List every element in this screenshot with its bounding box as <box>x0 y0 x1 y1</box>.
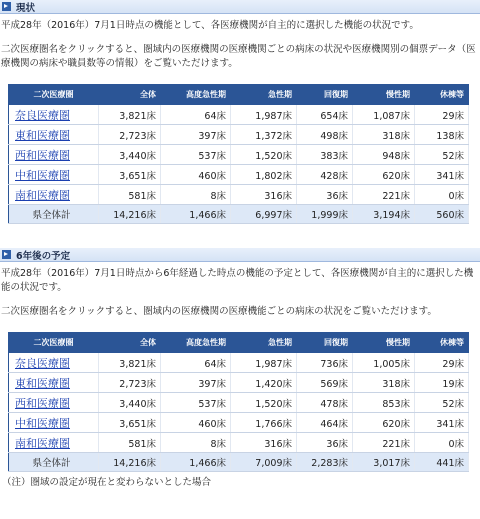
bed-count-cell: 52床 <box>415 393 469 413</box>
bed-count-cell: 654床 <box>297 105 353 125</box>
bed-count-cell: 221床 <box>353 185 415 205</box>
bed-count-cell: 318床 <box>353 373 415 393</box>
region-cell <box>9 353 99 373</box>
total-cell: 560床 <box>415 205 469 224</box>
bed-count-cell: 3,440床 <box>99 393 161 413</box>
bed-count-cell: 460床 <box>161 413 231 433</box>
column-header: 二次医療圏 <box>9 85 99 105</box>
total-cell: 14,216床 <box>99 205 161 224</box>
bed-count-cell: 620床 <box>353 413 415 433</box>
bed-count-cell: 2,723床 <box>99 373 161 393</box>
region-cell <box>9 433 99 453</box>
bed-count-cell: 464床 <box>297 413 353 433</box>
section-future <box>0 248 480 490</box>
table-header-row <box>9 333 469 353</box>
table-row <box>9 105 469 125</box>
bed-count-cell: 383床 <box>297 145 353 165</box>
future-description-1: 平成28年（2016年）7月1日時点から6年経過した時点の機能の予定として、各医療機関が自主的に選択した機能の状況です。 <box>1 268 474 293</box>
total-cell: 1,466床 <box>161 453 231 472</box>
total-cell: 441床 <box>415 453 469 472</box>
column-header: 全体 <box>99 85 161 105</box>
section-title-current: 現状 <box>16 2 36 14</box>
total-cell: 14,216床 <box>99 453 161 472</box>
bed-count-cell: 460床 <box>161 165 231 185</box>
region-link[interactable]: 南和医療圏 <box>15 188 70 202</box>
region-link[interactable]: 中和医療圏 <box>15 168 70 182</box>
table-total-row <box>9 453 469 472</box>
bed-count-cell: 1,087床 <box>353 105 415 125</box>
column-header: 慢性期 <box>353 85 415 105</box>
bed-count-cell: 478床 <box>297 393 353 413</box>
region-link[interactable]: 西和医療圏 <box>15 148 70 162</box>
total-label: 県全体計 <box>9 205 99 224</box>
column-header: 二次医療圏 <box>9 333 99 353</box>
table-row <box>9 145 469 165</box>
column-header: 全体 <box>99 333 161 353</box>
bed-count-cell: 1,766床 <box>231 413 297 433</box>
bed-count-cell: 3,821床 <box>99 105 161 125</box>
column-header: 回復期 <box>297 85 353 105</box>
region-cell <box>9 373 99 393</box>
current-description-2: 二次医療圏名をクリックすると、圏域内の医療機関の医療機関ごとの病床の状況や医療機関別の個票データ（医療機関の病床や職員数等の情報）をご覧いただけます。 <box>1 44 476 69</box>
total-cell: 3,017床 <box>353 453 415 472</box>
current-beds-table <box>8 84 469 224</box>
bed-count-cell: 8床 <box>161 185 231 205</box>
column-header: 慢性期 <box>353 333 415 353</box>
column-header: 急性期 <box>231 85 297 105</box>
bed-count-cell: 3,651床 <box>99 413 161 433</box>
section-header-current <box>0 0 480 14</box>
column-header: 高度急性期 <box>161 85 231 105</box>
future-beds-table <box>8 332 469 472</box>
region-cell <box>9 393 99 413</box>
bed-count-cell: 1,372床 <box>231 125 297 145</box>
bed-count-cell: 1,987床 <box>231 353 297 373</box>
bed-count-cell: 581床 <box>99 433 161 453</box>
bed-count-cell: 1,802床 <box>231 165 297 185</box>
bed-count-cell: 948床 <box>353 145 415 165</box>
column-header: 急性期 <box>231 333 297 353</box>
bed-count-cell: 428床 <box>297 165 353 185</box>
bed-count-cell: 29床 <box>415 105 469 125</box>
region-link[interactable]: 西和医療圏 <box>15 396 70 410</box>
table-row <box>9 353 469 373</box>
bed-count-cell: 318床 <box>353 125 415 145</box>
bed-count-cell: 498床 <box>297 125 353 145</box>
region-link[interactable]: 東和医療圏 <box>15 128 70 142</box>
bed-count-cell: 1,005床 <box>353 353 415 373</box>
total-label: 県全体計 <box>9 453 99 472</box>
bed-count-cell: 3,651床 <box>99 165 161 185</box>
table-header-row <box>9 85 469 105</box>
bed-count-cell: 64床 <box>161 353 231 373</box>
region-link[interactable]: 東和医療圏 <box>15 376 70 390</box>
current-description-1: 平成28年（2016年）7月1日時点の機能として、各医療機関が自主的に選択した機能の状況です。 <box>1 20 419 31</box>
bed-count-cell: 138床 <box>415 125 469 145</box>
section-arrow-icon <box>2 2 11 11</box>
region-cell <box>9 145 99 165</box>
bed-count-cell: 1,987床 <box>231 105 297 125</box>
column-header: 休棟等 <box>415 85 469 105</box>
total-cell: 3,194床 <box>353 205 415 224</box>
bed-count-cell: 2,723床 <box>99 125 161 145</box>
table-row <box>9 433 469 453</box>
bed-count-cell: 537床 <box>161 145 231 165</box>
bed-count-cell: 29床 <box>415 353 469 373</box>
region-cell <box>9 165 99 185</box>
bed-count-cell: 853床 <box>353 393 415 413</box>
bed-count-cell: 64床 <box>161 105 231 125</box>
region-link[interactable]: 南和医療圏 <box>15 436 70 450</box>
bed-count-cell: 397床 <box>161 125 231 145</box>
region-cell <box>9 125 99 145</box>
section-current <box>0 0 480 224</box>
bed-count-cell: 397床 <box>161 373 231 393</box>
region-cell <box>9 413 99 433</box>
bed-count-cell: 0床 <box>415 433 469 453</box>
region-cell <box>9 105 99 125</box>
bed-count-cell: 52床 <box>415 145 469 165</box>
bed-count-cell: 3,440床 <box>99 145 161 165</box>
bed-count-cell: 1,520床 <box>231 145 297 165</box>
total-cell: 7,009床 <box>231 453 297 472</box>
column-header: 高度急性期 <box>161 333 231 353</box>
bed-count-cell: 341床 <box>415 165 469 185</box>
bed-count-cell: 36床 <box>297 185 353 205</box>
bed-count-cell: 36床 <box>297 433 353 453</box>
total-cell: 1,466床 <box>161 205 231 224</box>
bed-count-cell: 341床 <box>415 413 469 433</box>
bed-count-cell: 1,520床 <box>231 393 297 413</box>
future-note: （注）圏域の設定が現在と変わらないとした場合 <box>2 477 212 488</box>
table-row <box>9 393 469 413</box>
column-header: 回復期 <box>297 333 353 353</box>
bed-count-cell: 316床 <box>231 433 297 453</box>
bed-count-cell: 221床 <box>353 433 415 453</box>
table-row <box>9 125 469 145</box>
future-description-2: 二次医療圏名をクリックすると、圏域内の医療機関の医療機能ごとの病床の状況をご覧いただけます。 <box>1 306 437 317</box>
region-link[interactable]: 奈良医療圏 <box>15 356 70 370</box>
table-row <box>9 185 469 205</box>
total-cell: 2,283床 <box>297 453 353 472</box>
table-row <box>9 165 469 185</box>
bed-count-cell: 8床 <box>161 433 231 453</box>
table-total-row <box>9 205 469 224</box>
bed-count-cell: 3,821床 <box>99 353 161 373</box>
table-row <box>9 413 469 433</box>
bed-count-cell: 19床 <box>415 373 469 393</box>
bed-count-cell: 736床 <box>297 353 353 373</box>
section-header-future <box>0 248 480 262</box>
bed-count-cell: 620床 <box>353 165 415 185</box>
bed-count-cell: 316床 <box>231 185 297 205</box>
region-cell <box>9 185 99 205</box>
bed-count-cell: 537床 <box>161 393 231 413</box>
bed-count-cell: 569床 <box>297 373 353 393</box>
column-header: 休棟等 <box>415 333 469 353</box>
bed-count-cell: 581床 <box>99 185 161 205</box>
bed-count-cell: 0床 <box>415 185 469 205</box>
section-title-future: 6年後の予定 <box>16 250 71 262</box>
bed-count-cell: 1,420床 <box>231 373 297 393</box>
total-cell: 1,999床 <box>297 205 353 224</box>
region-link[interactable]: 奈良医療圏 <box>15 108 70 122</box>
section-arrow-icon <box>2 250 11 259</box>
total-cell: 6,997床 <box>231 205 297 224</box>
region-link[interactable]: 中和医療圏 <box>15 416 70 430</box>
table-row <box>9 373 469 393</box>
